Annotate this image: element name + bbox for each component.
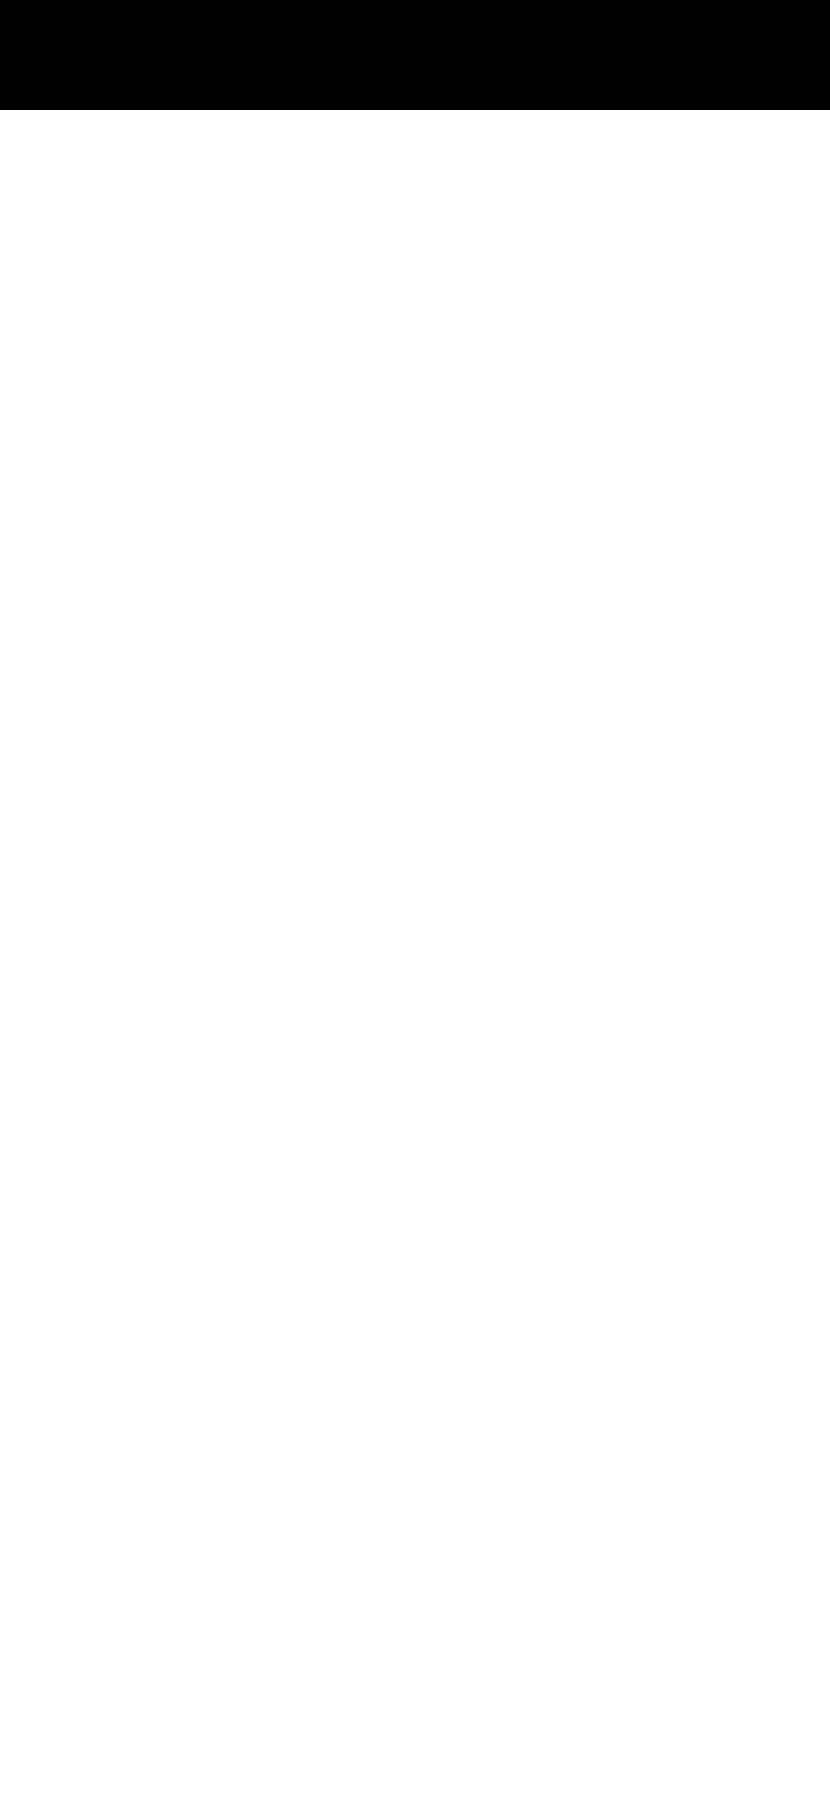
answer-page	[0, 110, 830, 1800]
top-dark-band	[0, 0, 830, 110]
watermark-logo	[640, 1690, 820, 1790]
page-content	[68, 152, 813, 170]
